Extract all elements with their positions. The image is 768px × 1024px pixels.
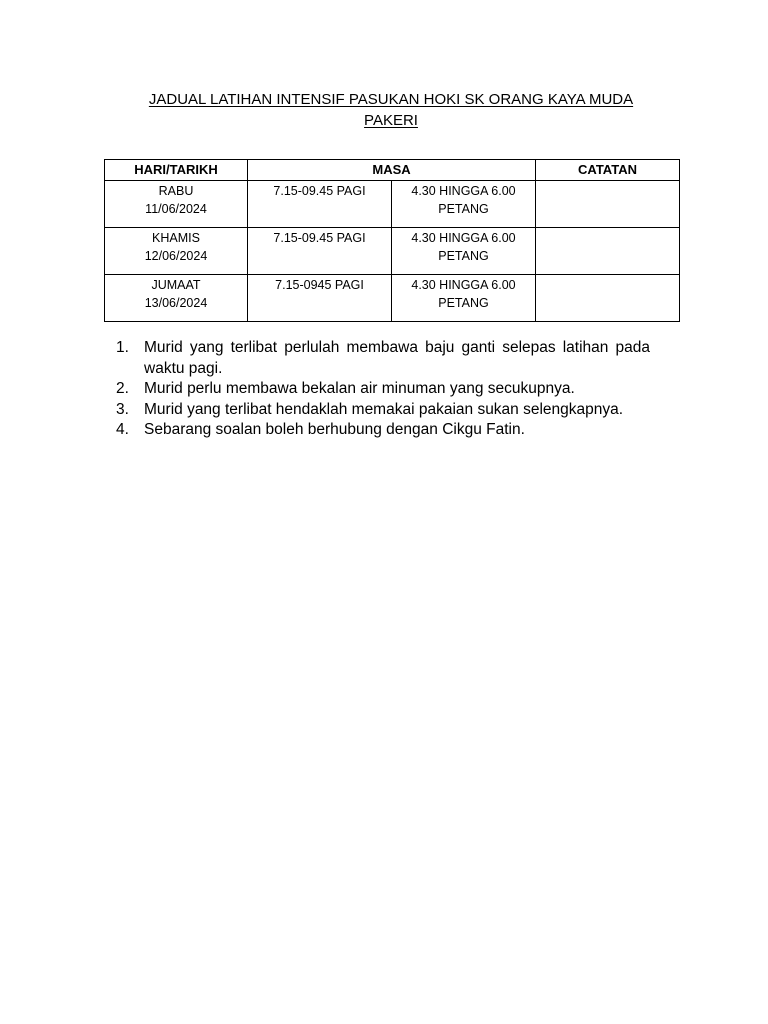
afternoon-period-label: PETANG — [438, 202, 489, 216]
table-row — [105, 181, 680, 228]
cell-day-date — [105, 275, 248, 322]
afternoon-period-label: PETANG — [438, 249, 489, 263]
instructions-list — [104, 338, 650, 441]
cell-afternoon-time — [392, 275, 536, 322]
cell-notes — [536, 181, 680, 228]
list-item-number: 4. — [116, 421, 129, 438]
afternoon-period-label: PETANG — [438, 296, 489, 310]
date-label: 12/06/2024 — [144, 249, 208, 263]
cell-morning-time — [248, 275, 392, 322]
date-label: 11/06/2024 — [145, 202, 207, 216]
afternoon-time-label: 4.30 HINGGA 6.00 — [411, 231, 516, 245]
table-row — [105, 275, 680, 322]
list-item-number: 3. — [116, 400, 129, 418]
morning-time-label: 7.15-0945 PAGI — [275, 278, 364, 292]
list-item-number: 1. — [116, 339, 129, 356]
title-line-1: JADUAL LATIHAN INTENSIF PASUKAN HOKI SK ORANG KAYA MUDA — [148, 91, 634, 108]
list-item-text: Murid yang terlibat hendaklah memakai pakaian sukan selengkapnya. — [144, 400, 624, 418]
cell-day-date — [105, 181, 248, 228]
afternoon-time-label: 4.30 HINGGA 6.00 — [411, 278, 516, 292]
table-row — [105, 228, 680, 275]
header-day-date: HARI/TARIKH — [105, 160, 248, 181]
cell-notes — [536, 228, 680, 275]
title-line-2: PAKERI — [364, 112, 418, 129]
cell-afternoon-time — [392, 181, 536, 228]
list-item — [104, 379, 650, 400]
document-title — [104, 89, 678, 131]
day-label: RABU — [158, 184, 194, 198]
list-item-text: Sebarang soalan boleh berhubung dengan Cikgu Fatin. — [144, 421, 525, 438]
cell-notes — [536, 275, 680, 322]
list-item-text: Murid perlu membawa bekalan air minuman yang secukupnya. — [144, 380, 575, 397]
morning-time-label: 7.15-09.45 PAGI — [273, 231, 366, 245]
header-time: MASA — [248, 160, 536, 181]
day-label: KHAMIS — [152, 231, 200, 245]
list-item-text: Murid yang terlibat perlulah membawa baju ganti selepas latihan pada waktu pagi. — [144, 339, 650, 377]
list-item — [104, 420, 650, 441]
day-label: JUMAAT — [151, 278, 201, 292]
morning-time-label: 7.15-09.45 PAGI — [273, 184, 366, 198]
list-item — [104, 338, 650, 379]
cell-morning-time — [248, 228, 392, 275]
cell-afternoon-time — [392, 228, 536, 275]
date-label: 13/06/2024 — [144, 296, 208, 310]
header-notes: CATATAN — [536, 160, 680, 181]
cell-day-date — [105, 228, 248, 275]
training-schedule-table — [104, 159, 680, 322]
afternoon-time-label: 4.30 HINGGA 6.00 — [411, 184, 516, 198]
list-item-number: 2. — [116, 380, 129, 397]
list-item — [104, 400, 650, 421]
cell-morning-time — [248, 181, 392, 228]
table-header-row — [105, 160, 680, 181]
